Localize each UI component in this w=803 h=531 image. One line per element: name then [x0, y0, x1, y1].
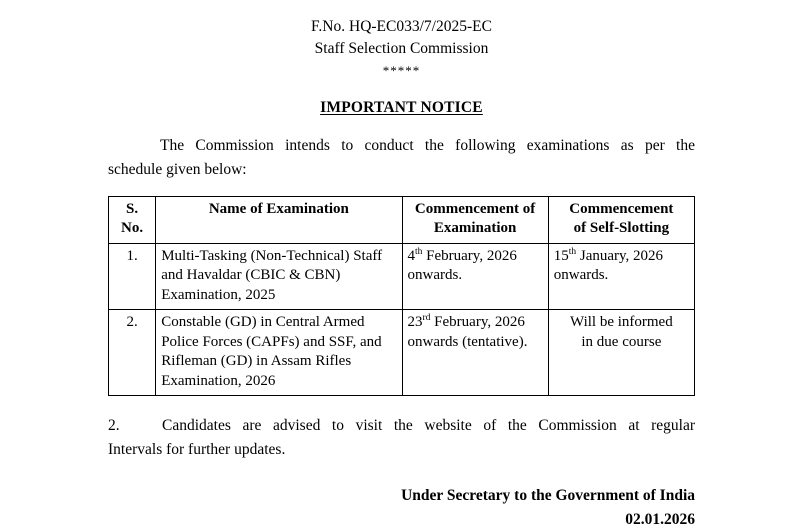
paragraph-2-number: 2.: [108, 417, 120, 435]
self-slot-suffix: th: [568, 246, 577, 257]
exam-name-line-1: Constable (GD) in Central Armed: [161, 314, 365, 331]
commencement-day: 4: [407, 247, 415, 264]
signature-block: [108, 484, 695, 531]
paragraph-2-line-2: Intervals for further updates.: [108, 441, 286, 459]
examination-schedule-table: [108, 196, 695, 397]
commencement-rest: February, 2026: [430, 314, 525, 331]
column-header-self-slotting-line2: of Self-Slotting: [573, 220, 670, 237]
commencement-line-2: onwards.: [407, 267, 463, 284]
table-body: [109, 243, 695, 396]
table-header-row: [109, 196, 695, 243]
cell-sno: 1.: [109, 243, 156, 310]
self-slot-day: 15: [553, 247, 569, 264]
cell-exam-name: [156, 310, 402, 396]
cell-self-slotting: [548, 243, 694, 310]
star-separator: *****: [382, 62, 421, 78]
commencement-day: 23: [407, 314, 423, 331]
column-header-name: Name of Examination: [156, 196, 402, 243]
self-slot-line-2: in due course: [581, 333, 662, 350]
signature-date: 02.01.2026: [625, 510, 695, 528]
column-header-sno-line2: No.: [121, 220, 144, 237]
exam-name-line-3: Examination, 2025: [161, 286, 276, 303]
document-header: [108, 16, 695, 81]
intro-line-2: schedule given below:: [108, 160, 247, 178]
table-row: [109, 310, 695, 396]
cell-sno: 2.: [109, 310, 156, 396]
commencement-suffix: rd: [422, 313, 431, 324]
self-slot-line-1: Will be informed: [570, 314, 673, 331]
cell-exam-name: [156, 243, 402, 310]
page-title-text: IMPORTANT NOTICE: [320, 98, 483, 116]
intro-paragraph: [108, 134, 695, 182]
commencement-rest: February, 2026: [422, 247, 517, 264]
intro-line-1: The Commission intends to conduct the following examinations as per the: [160, 136, 695, 154]
column-header-sno: [109, 196, 156, 243]
exam-name-line-3: Rifleman (GD) in Assam Rifles: [161, 353, 352, 370]
column-header-self-slotting: [548, 196, 694, 243]
organization-name: Staff Selection Commission: [314, 40, 489, 58]
exam-name-line-1: Multi-Tasking (Non-Technical) Staff: [161, 247, 383, 264]
commencement-suffix: th: [415, 246, 423, 257]
exam-name-line-4: Examination, 2026: [161, 372, 276, 389]
cell-commencement: [402, 310, 548, 396]
exam-name-line-2: and Havaldar (CBIC & CBN): [161, 267, 341, 284]
cell-self-slotting: [548, 310, 694, 396]
column-header-self-slotting-line1: Commencement: [569, 200, 674, 217]
signature-designation: Under Secretary to the Government of India: [401, 487, 695, 505]
paragraph-2-line-1: Candidates are advised to visit the website of the Commission at regular: [162, 417, 695, 435]
paragraph-2: [108, 414, 695, 462]
column-header-commencement-line2: Examination: [433, 220, 517, 237]
column-header-sno-line1: S.: [126, 200, 139, 217]
cell-commencement: [402, 243, 548, 310]
column-header-commencement-line1: Commencement of: [414, 200, 536, 217]
exam-name-line-2: Police Forces (CAPFs) and SSF, and: [161, 333, 382, 350]
table-row: [109, 243, 695, 310]
page-title: [108, 99, 695, 117]
commencement-line-2: onwards (tentative).: [407, 333, 528, 350]
self-slot-rest: January, 2026: [576, 247, 664, 264]
column-header-commencement: [402, 196, 548, 243]
table-header: [109, 196, 695, 243]
file-number: F.No. HQ-EC033/7/2025-EC: [311, 18, 492, 35]
self-slot-line-2: onwards.: [553, 267, 609, 284]
